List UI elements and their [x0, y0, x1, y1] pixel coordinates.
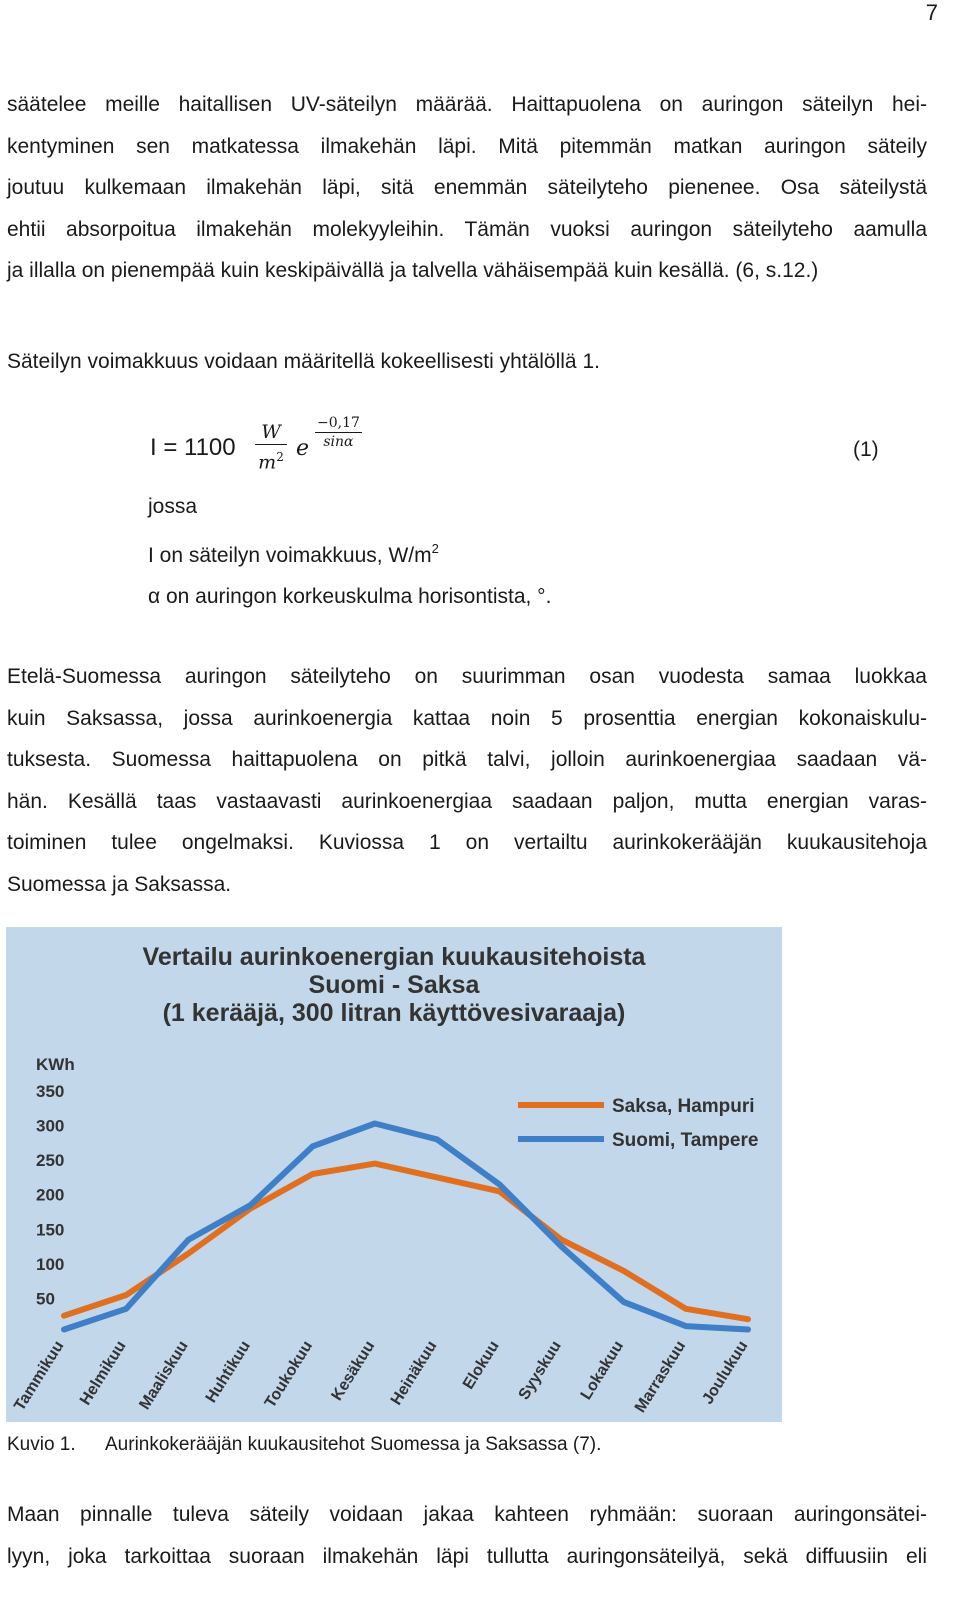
equation-lhs: I = 1100 [150, 434, 236, 461]
x-tick-label: Marraskuu [631, 1338, 690, 1416]
unit-fraction [255, 420, 287, 474]
text-line: ja illalla on pienempää kuin keskipäivällä ja talvella vähäisempää kuin kesällä. (6, s.12.) [7, 259, 819, 282]
text-line: säätelee meille haitallisen UV-säteilyn määrää. Haittapuolena on auringon säteilyn hei- [7, 93, 927, 116]
definitions-intro: jossa [148, 495, 198, 518]
text-line: joutuu kulkemaan ilmakehän läpi, sitä enemmän säteilyteho pienenee. Osa säteilystä [7, 176, 927, 199]
x-tick-label: Maaliskuu [136, 1338, 192, 1413]
y-axis-label: KWh [36, 1055, 75, 1074]
x-tick-label: Syyskuu [515, 1338, 565, 1403]
equation-definitions [148, 486, 551, 618]
paragraph-equation-intro [7, 341, 927, 383]
exponent-numerator: −0,17 [317, 415, 360, 431]
text-line: ehtii absorpoitua ilmakehän molekyyleihin. Tämän vuoksi auringon säteilyteho aamulla [7, 217, 927, 241]
exponent-denominator: sinα [323, 434, 354, 450]
x-tick-label: Kesäkuu [328, 1338, 379, 1404]
paragraph-radiation-types [7, 1494, 927, 1577]
unit-den-base: m [258, 451, 277, 474]
x-tick-label: Toukokuu [261, 1338, 317, 1411]
exponent-fraction [315, 414, 362, 451]
unit-numerator: W [255, 420, 287, 445]
y-tick-label: 50 [36, 1289, 55, 1309]
equation-number: (1) [853, 438, 879, 461]
x-tick-label: Huhtikuu [202, 1338, 254, 1406]
figure-caption [7, 1434, 601, 1456]
exponential-base: e [296, 436, 310, 461]
x-tick-label: Tammikuu [11, 1338, 68, 1414]
paragraph-comparison [7, 656, 927, 905]
x-tick-label: Lokakuu [577, 1338, 628, 1403]
text-line: kuin Saksassa, jossa aurinkoenergia kattaa noin 5 prosenttia energian kokonaiskulu- [7, 706, 927, 730]
y-tick-label: 350 [36, 1082, 65, 1101]
paragraph-uv-radiation [7, 84, 927, 292]
text-line: hän. Kesällä taas vastaavasti aurinkoenergiaa saadaan paljon, mutta energian varas- [7, 789, 927, 813]
text-line: Maan pinnalle tuleva säteily voidaan jakaa kahteen ryhmään: suoraan auringonsätei- [7, 1503, 927, 1526]
text-line: lyyn, joka tarkoittaa suoraan ilmakehän läpi tullutta auringonsäteilyä, sekä diffuusiin eli [7, 1544, 927, 1568]
x-tick-label: Helmikuu [76, 1338, 130, 1409]
text-line: Suomessa ja Saksassa. [7, 872, 232, 896]
text-line: Säteilyn voimakkuus voidaan määritellä kokeellisesti yhtälöllä 1. [7, 350, 600, 373]
x-tick-label: Heinäkuu [387, 1338, 441, 1409]
definition-intensity-text: I on säteilyn voimakkuus, W/m [148, 543, 432, 567]
y-tick-label: 200 [36, 1185, 65, 1205]
text-line: tuksesta. Suomessa haittapuolena on pitkä talvi, jolloin aurinkoenergiaa saadaan vä- [7, 748, 927, 771]
definition-intensity-sup: 2 [431, 540, 439, 556]
chart-title: Vertailu aurinkoenergian kuukausitehoista [142, 943, 646, 971]
x-tick-label: Joulukuu [699, 1338, 752, 1408]
definition-alpha: α on auringon korkeuskulma horisontista, °. [148, 585, 552, 608]
unit-denominator [255, 445, 287, 474]
y-tick-label: 100 [36, 1254, 65, 1274]
unit-den-exp: 2 [276, 450, 284, 464]
caption-label: Kuvio 1. [7, 1434, 76, 1455]
page-number: 7 [925, 0, 938, 25]
y-tick-label: 250 [36, 1151, 65, 1171]
x-tick-label: Elokuu [459, 1338, 503, 1393]
chart-subtitle-1: Suomi - Saksa [308, 971, 480, 999]
text-line: kentyminen sen matkatessa ilmakehän läpi. Mitä pitemmän matkan auringon säteily [7, 134, 927, 158]
monthly-solar-chart [6, 927, 782, 1422]
text-line: Etelä-Suomessa auringon säteilyteho on suurimman osan vuodesta samaa luokkaa [7, 665, 927, 688]
text-line: toiminen tulee ongelmaksi. Kuviossa 1 on vertailtu aurinkokerääjän kuukausitehoja [7, 831, 927, 854]
chart-subtitle-2: (1 kerääjä, 300 litran käyttövesivaraaja) [162, 999, 626, 1027]
y-tick-label: 300 [36, 1116, 65, 1136]
legend-label: Suomi, Tampere [612, 1130, 759, 1151]
definition-intensity [148, 528, 551, 577]
legend-label: Saksa, Hampuri [612, 1096, 755, 1117]
caption-text: Aurinkokerääjän kuukausitehot Suomessa ja Saksassa (7). [105, 1434, 602, 1455]
y-tick-label: 150 [36, 1220, 65, 1240]
